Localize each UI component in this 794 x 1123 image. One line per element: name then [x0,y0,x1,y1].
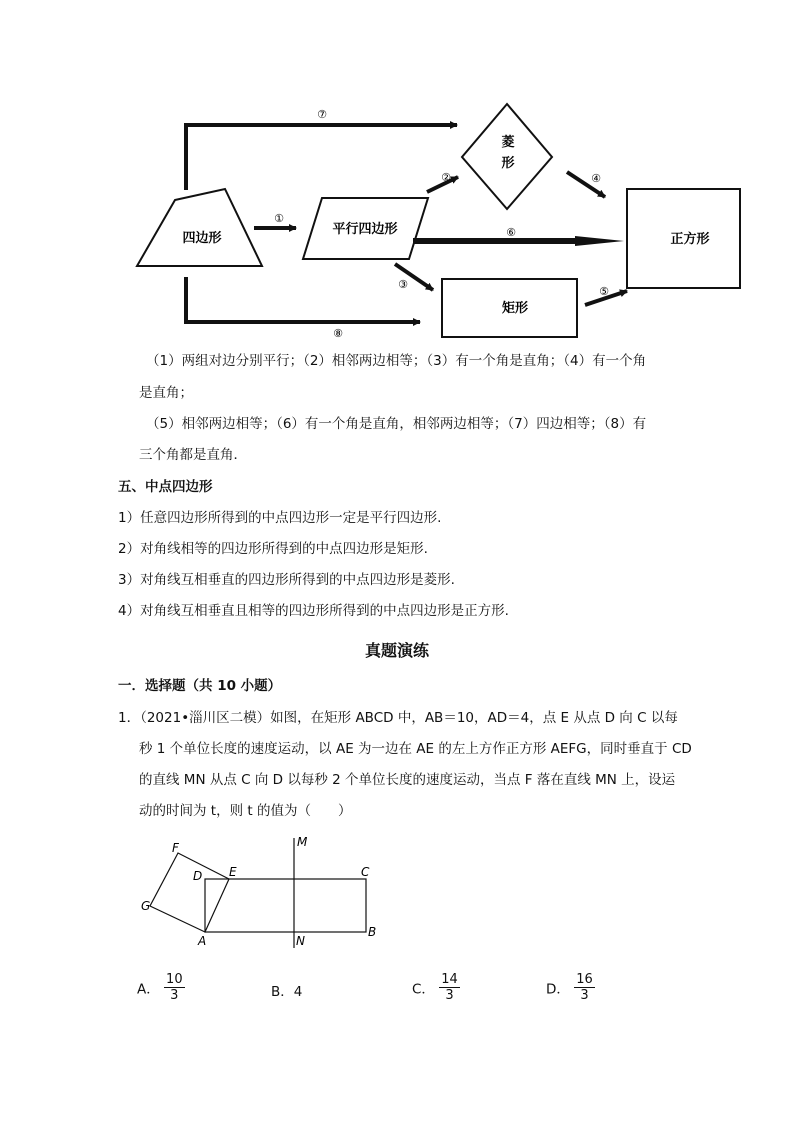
point-label-b: B [368,925,377,939]
conditions-line-1: （1）两组对边分别平行；（2）相邻两边相等；（3）有一个角是直角；（4）有一个角 [146,353,647,369]
point-label-g: G [141,899,151,913]
point-label-c: C [361,865,370,879]
edge-label-7: ⑦ [317,108,327,121]
question-1-line-4: 动的时间为 t，则 t 的值为（ ） [139,803,352,819]
arrow-7 [186,125,457,190]
option-a-fraction [164,972,185,1003]
option-c-label: C． [412,981,435,998]
option-c-fraction [439,972,460,1003]
point-label-a: A [198,934,207,948]
option-c-denominator: 3 [445,988,454,1003]
point-label-m: M [297,835,308,849]
point-label-d: D [193,869,203,883]
point-label-n: N [296,934,305,948]
point-label-f: F [172,841,179,855]
quadrilateral-label: 四边形 [182,231,222,246]
conditions-line-2: 是直角； [139,385,193,401]
quadrilateral-shape [137,189,262,266]
option-d-label: D． [546,981,570,998]
option-d-denominator: 3 [580,988,589,1003]
midpoint-item-2: 2）对角线相等的四边形所得到的中点四边形是矩形. [118,541,428,557]
option-a-denominator: 3 [170,988,179,1003]
conditions-line-4: 三个角都是直角． [139,447,247,463]
multiple-choice-heading: 一．选择题（共 10 小题） [118,678,282,694]
square-label: 正方形 [670,232,710,247]
option-d-fraction [574,972,595,1003]
option-c[interactable] [412,972,460,1003]
option-d-numerator: 16 [576,972,593,987]
section-heading-midpoint-quadrilateral: 五、中点四边形 [118,479,213,495]
quadrilateral-classification-diagram [0,0,794,345]
rhombus-label-line2: 形 [501,156,515,171]
question-1-geometry-figure [130,830,390,955]
option-b[interactable] [271,980,302,1000]
rhombus-label-line1: 菱 [501,135,515,150]
midpoint-item-3: 3）对角线互相垂直的四边形所得到的中点四边形是菱形. [118,572,455,588]
conditions-line-3: （5）相邻两边相等；（6）有一个角是直角，相邻两边相等；（7）四边相等；（8）有 [146,416,647,432]
rectangle-abcd [205,879,366,932]
midpoint-item-4: 4）对角线互相垂直且相等的四边形所得到的中点四边形是正方形. [118,603,509,619]
practice-title: 真题演练 [364,641,429,660]
edge-label-6: ⑥ [506,226,516,239]
edge-label-2: ② [441,171,451,184]
question-1-line-2: 秒 1 个单位长度的速度运动，以 AE 为一边在 AE 的左上方作正方形 AEFG，同时垂直于 CD [139,741,692,757]
square-aefg [150,853,229,932]
edge-label-4: ④ [591,172,601,185]
arrow-6 [413,236,624,246]
arrow-8 [186,277,420,322]
option-c-numerator: 14 [441,972,458,987]
parallelogram-label: 平行四边形 [332,222,398,237]
question-1-line-1: 1．（2021•淄川区二模）如图，在矩形 ABCD 中，AB＝10，AD＝4，点 E 从点 D 向 C 以每 [118,710,678,726]
edge-label-5: ⑤ [599,285,609,298]
option-a-numerator: 10 [166,972,183,987]
rectangle-label: 矩形 [501,301,529,316]
question-1-line-3: 的直线 MN 从点 C 向 D 以每秒 2 个单位长度的速度运动，当点 F 落在直线 MN 上，设运 [139,772,676,788]
edge-label-1: ① [274,212,284,225]
edge-label-3: ③ [398,278,408,291]
option-a[interactable] [137,972,185,1003]
option-b-label: B．4 [271,984,303,1000]
option-d[interactable] [546,972,595,1003]
edge-label-8: ⑧ [333,327,343,340]
point-label-e: E [229,865,237,879]
midpoint-item-1: 1）任意四边形所得到的中点四边形一定是平行四边形. [118,510,442,526]
option-a-label: A． [137,981,160,998]
